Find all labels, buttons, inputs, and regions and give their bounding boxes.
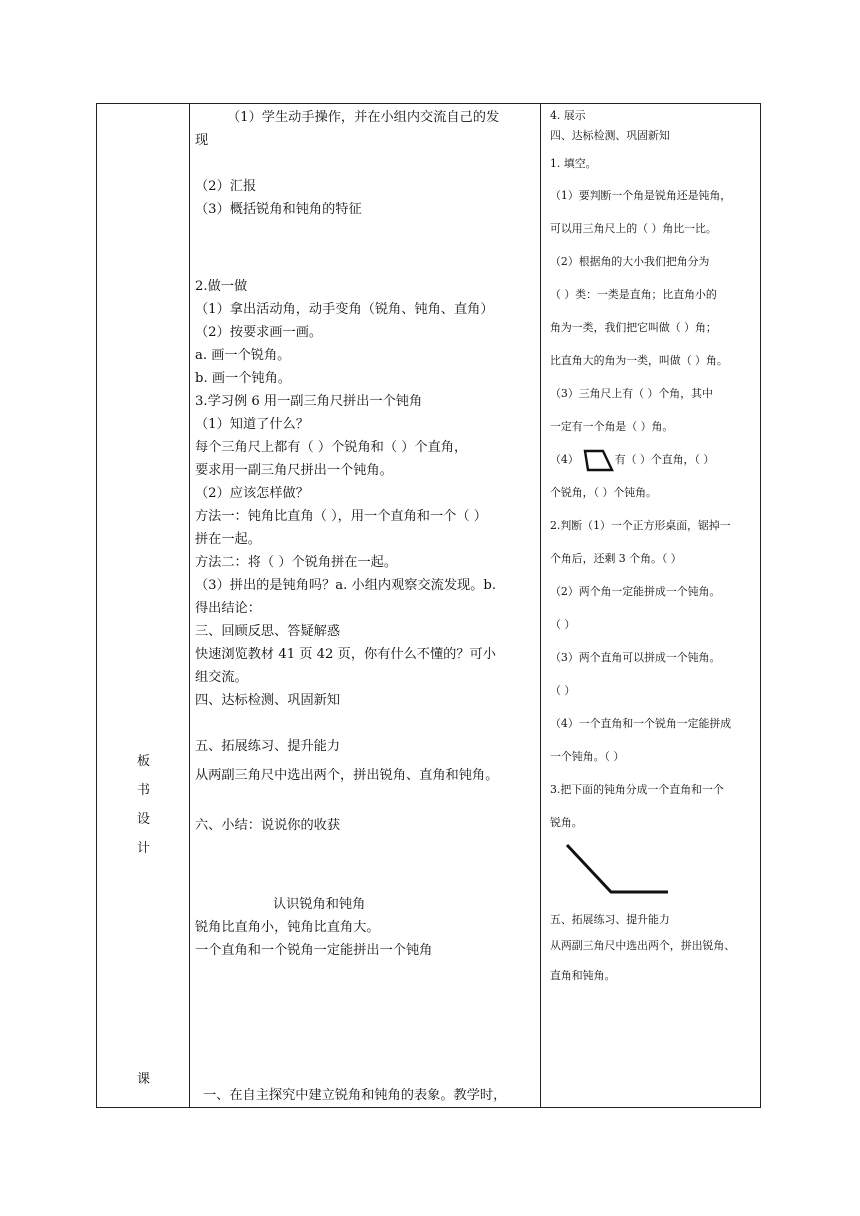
- q4-suffix: 有（ ）个直角，（ ）: [614, 453, 715, 466]
- board-design-char: 板: [137, 754, 151, 769]
- board-title: 认识锐角和钝角: [273, 897, 366, 912]
- text-line: 要求用一副三角尺拼出一个钝角。: [195, 463, 393, 478]
- text-line: 得出结论：: [195, 601, 261, 616]
- text-line: （3）概括锐角和钝角的特征: [195, 202, 362, 217]
- text-line: （ ）: [550, 618, 576, 631]
- text-line: 现: [195, 133, 209, 148]
- text-line: （2）根据角的大小我们把角分为: [550, 255, 710, 268]
- text-line: 3.学习例 6 用一副三角尺拼出一个钝角: [195, 394, 423, 409]
- section-heading: 五、拓展练习、提升能力: [195, 739, 341, 754]
- section-heading: 四、达标检测、巩固新知: [195, 693, 341, 708]
- reflection-line: 一、在自主探究中建立锐角和钝角的表象。教学时，: [203, 1088, 507, 1103]
- text-line: 方法一：钝角比直角（ ），用一个直角和一个（ ）: [195, 509, 487, 524]
- text-line: （2）汇报: [195, 179, 257, 194]
- text-line: （4）一个直角和一个锐角一定能拼成: [550, 717, 732, 730]
- text-line: （2）按要求画一画。: [195, 325, 323, 340]
- text-line: 快速浏览教材 41 页 42 页，你有什么不懂的？可小: [195, 647, 496, 662]
- column-divider: [540, 104, 541, 1107]
- obtuse-angle-figure: [550, 841, 670, 901]
- text-line: （1）要判断一个角是锐角还是钝角，: [550, 189, 732, 202]
- text-line: 从两副三角尺中选出两个，拼出锐角、: [550, 939, 736, 952]
- text-line: a. 画一个锐角。: [195, 348, 291, 363]
- q4-prefix: （4）: [550, 453, 579, 466]
- text-line: 比直角大的角为一类，叫做（ ）角。: [550, 354, 728, 367]
- quadrilateral-figure: [579, 448, 615, 472]
- text-line: 组交流。: [195, 670, 248, 685]
- text-line: （ ）: [550, 684, 576, 697]
- text-line: （3）三角尺上有（ ）个角，其中: [550, 387, 713, 400]
- text-line: 四、达标检测、巩固新知: [550, 129, 670, 142]
- board-design-char: 设: [137, 812, 151, 827]
- board-line: 一个直角和一个锐角一定能拼出一个钝角: [195, 943, 433, 958]
- lesson-table: [96, 103, 761, 1108]
- board-line: 锐角比直角小，钝角比直角大。: [195, 920, 380, 935]
- section-heading: 五、拓展练习、提升能力: [550, 913, 670, 926]
- text-line: 3.把下面的钝角分成一个直角和一个: [550, 783, 724, 796]
- text-line: 一个钝角。（ ）: [550, 750, 625, 763]
- text-line: （3）两个直角可以拼成一个钝角。: [550, 651, 721, 664]
- text-line: 从两副三角尺中选出两个，拼出锐角、直角和钝角。: [195, 768, 499, 783]
- text-line: （1）学生动手操作，并在小组内交流自己的发: [227, 110, 500, 125]
- text-line: 锐角。: [550, 816, 583, 829]
- exercise-column: [543, 104, 761, 1107]
- text-line: 一定有一个角是（ ）角。: [550, 420, 674, 433]
- text-line: 1. 填空。: [550, 157, 597, 170]
- text-line: （2）应该怎样做？: [195, 486, 309, 501]
- text-line: （1）知道了什么？: [195, 417, 309, 432]
- section-heading: 六、小结：说说你的收获: [195, 818, 341, 833]
- text-line: 方法二：将（ ）个锐角拼在一起。: [195, 555, 398, 570]
- lesson-char: 课: [137, 1072, 151, 1087]
- text-line: 个角后，还剩 3 个角。（ ）: [550, 552, 682, 565]
- text-line: 每个三角尺上都有（ ）个锐角和（ ）个直角，: [195, 440, 468, 455]
- text-line: 2.做一做: [195, 279, 248, 294]
- text-line: （3）拼出的是钝角吗？a. 小组内观察交流发现。b.: [195, 578, 497, 593]
- section-heading: 三、回顾反思、答疑解惑: [195, 624, 341, 639]
- text-line: 4. 展示: [550, 109, 586, 122]
- text-line: 角为一类，我们把它叫做（ ）角；: [550, 321, 717, 334]
- text-line: 可以用三角尺上的（ ）角比一比。: [550, 222, 717, 235]
- teaching-process-column: [189, 104, 540, 1107]
- text-line: 个锐角，（ ）个钝角。: [550, 486, 657, 499]
- text-line: 2.判断（1）一个正方形桌面，锯掉一: [550, 519, 731, 532]
- text-line: （1）拿出活动角，动手变角（锐角、钝角、直角）: [195, 302, 494, 317]
- text-line: b. 画一个钝角。: [195, 371, 291, 386]
- board-design-char: 书: [137, 783, 151, 798]
- board-design-char: 计: [137, 841, 151, 856]
- text-line: （2）两个角一定能拼成一个钝角。: [550, 585, 721, 598]
- q4-line: [550, 443, 757, 476]
- text-line: 直角和钝角。: [550, 969, 616, 982]
- text-line: 拼在一起。: [195, 532, 261, 547]
- text-line: （ ）类：一类是直角；比直角小的: [550, 288, 717, 301]
